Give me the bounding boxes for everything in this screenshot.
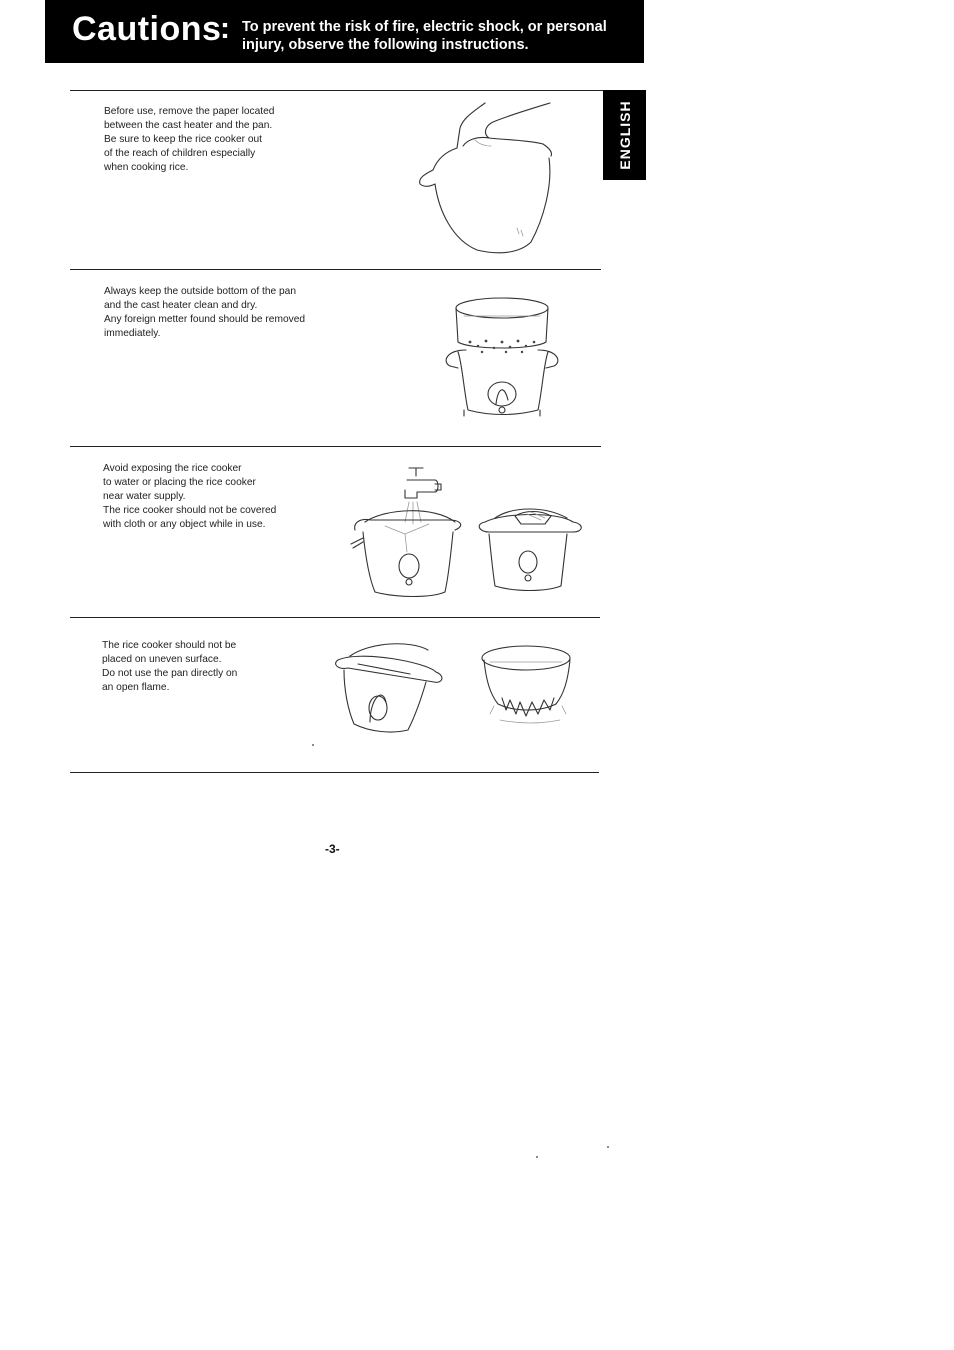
caution-1-text bbox=[104, 105, 274, 175]
section-divider bbox=[70, 446, 601, 447]
caution-3-text bbox=[103, 462, 276, 532]
caution-line: Be sure to keep the rice cooker out bbox=[104, 134, 262, 145]
caution-line: placed on uneven surface. bbox=[102, 654, 222, 665]
header-banner bbox=[45, 0, 644, 63]
page-number: -3- bbox=[325, 842, 340, 856]
caution-line: The rice cooker should not be bbox=[102, 640, 237, 651]
caution-line: when cooking rice. bbox=[104, 162, 189, 173]
pan-with-debris-over-cooker-icon bbox=[440, 292, 565, 422]
caution-line: The rice cooker should not be covered bbox=[103, 505, 277, 516]
caution-4-text bbox=[102, 639, 237, 695]
language-tab-label: ENGLISH bbox=[616, 100, 633, 170]
caution-line: Any foreign metter found should be removed bbox=[104, 314, 306, 325]
caution-line: to water or placing the rice cooker bbox=[103, 477, 256, 488]
caution-line: near water supply. bbox=[103, 491, 186, 502]
page-title: Cautions bbox=[72, 10, 222, 48]
caution-line: Before use, remove the paper located bbox=[104, 106, 275, 117]
caution-line: with cloth or any object while in use. bbox=[103, 519, 266, 530]
caution-line: immediately. bbox=[104, 328, 161, 339]
tilted-cooker-and-pan-on-flame-icon bbox=[330, 636, 585, 736]
caution-line: of the reach of children especially bbox=[104, 148, 256, 159]
section-divider bbox=[70, 617, 600, 618]
scan-speck bbox=[607, 1146, 609, 1148]
caution-line: Avoid exposing the rice cooker bbox=[103, 463, 242, 474]
hand-lifting-pan-icon bbox=[415, 100, 560, 260]
section-divider bbox=[70, 269, 601, 270]
section-divider bbox=[70, 772, 599, 773]
scan-speck bbox=[536, 1156, 538, 1158]
caution-line: an open flame. bbox=[102, 682, 170, 693]
language-tab bbox=[603, 90, 646, 180]
caution-line: Do not use the pan directly on bbox=[102, 668, 238, 679]
page-subtitle: To prevent the risk of fire, electric shock, or personal injury, observe the following instructions. bbox=[242, 19, 607, 53]
title-colon: : bbox=[220, 12, 230, 45]
scan-speck bbox=[312, 744, 314, 746]
caution-line: Always keep the outside bottom of the pan bbox=[104, 286, 296, 297]
section-divider bbox=[70, 90, 603, 91]
caution-line: between the cast heater and the pan. bbox=[104, 120, 273, 131]
caution-line: and the cast heater clean and dry. bbox=[104, 300, 258, 311]
caution-2-text bbox=[104, 285, 305, 341]
cooker-under-faucet-and-covered-cooker-icon bbox=[345, 462, 585, 602]
